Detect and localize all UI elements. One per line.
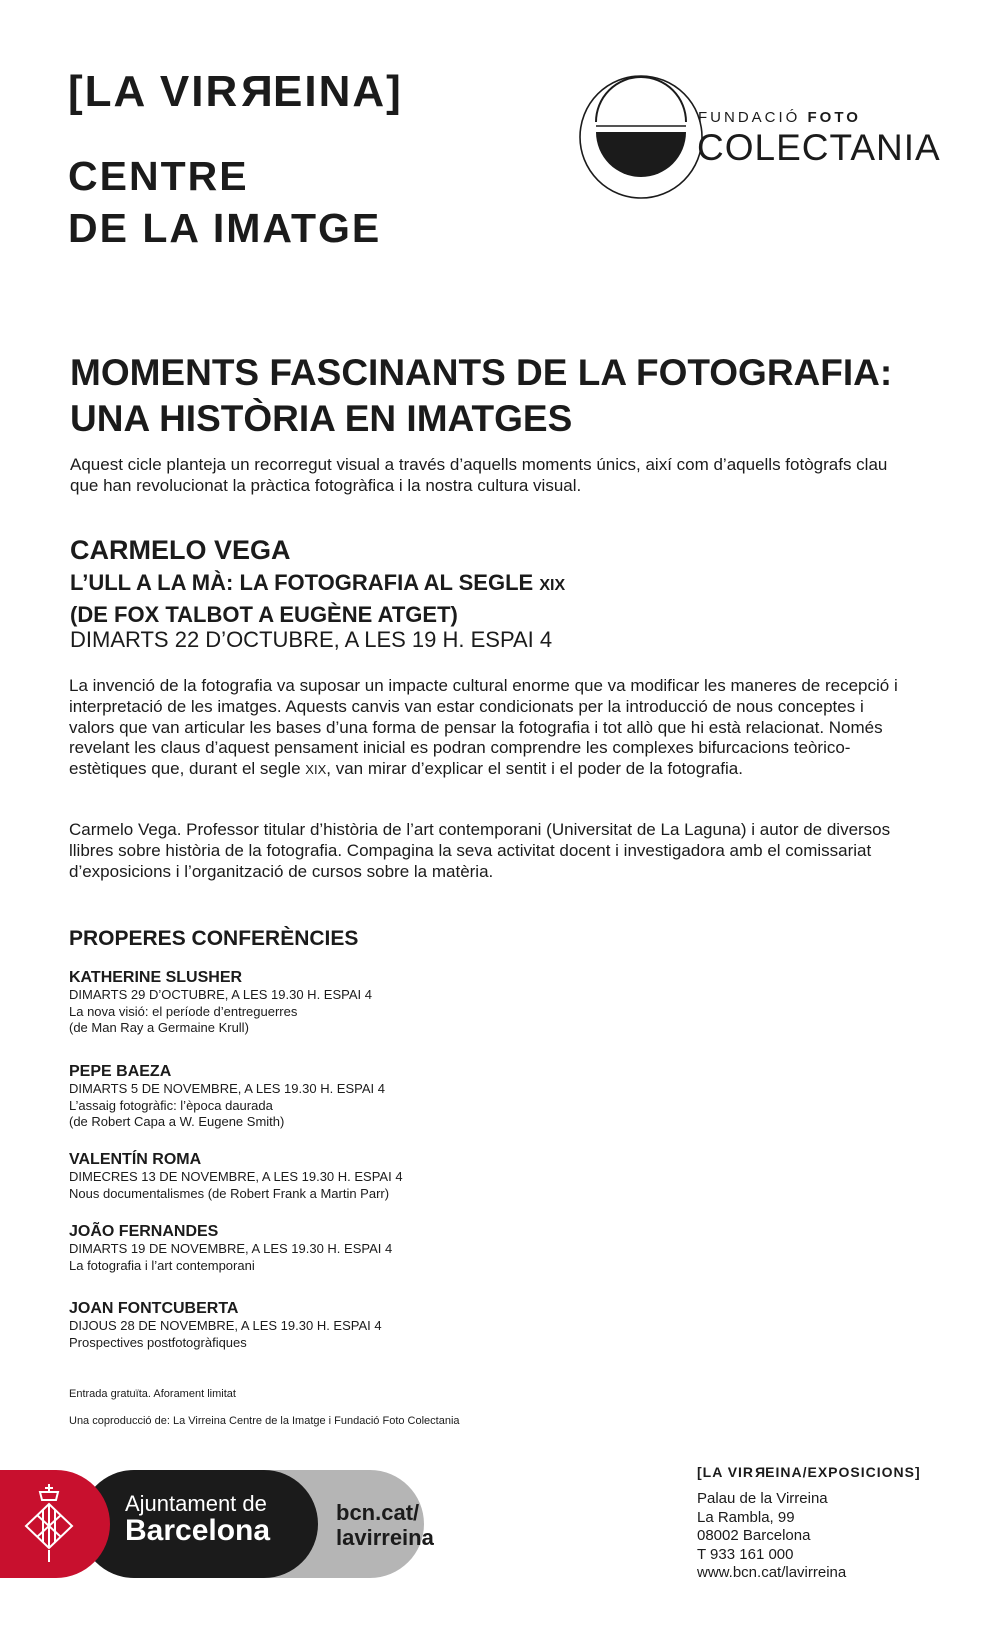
event-title: L’assaig fotogràfic: l’època daurada (69, 1097, 273, 1113)
event-date: DIMARTS 29 D’OCTUBRE, A LES 19.30 H. ESPAI 4 (69, 987, 372, 1002)
list-item (69, 1223, 669, 1274)
event-date: DIJOUS 28 DE NOVEMBRE, A LES 19.30 H. ESPAI 4 (69, 1318, 382, 1333)
featured-speaker: CARMELO VEGA (70, 535, 291, 565)
featured-description: La invenció de la fotografia va suposar un impacte cultural enorme que va modificar les maneres de recepció i interpretació de les imatges. Aquests canvis van estar condicionats per la introducció de nous conceptes i valors que van articular les bases d’una forma de pensar la fotografia i tot allò que hi està relacionat. Només revelant les claus d’aquest pensament inicial es podran comprendre les complexes bifurcacions teòrico-estètiques que, durant el segle XIX, van mirar d’explicar el sentit i el poder de la fotografia. (69, 676, 898, 779)
event-speaker: KATHERINE SLUSHER (69, 969, 243, 986)
speaker-bio: Carmelo Vega. Professor titular d’història de l’art contemporani (Universitat de La Laguna) i autor de diversos llibres sobre història de la fotografia. Compagina la seva activitat docent i investigadora amb el comissariat d’exposicions i l’organització de cursos sobre la matèria. (69, 820, 891, 881)
coproduction-note: Una coproducció de: La Virreina Centre de la Imatge i Fundació Foto Colectania (69, 1415, 460, 1427)
event-date: DIMARTS 19 DE NOVEMBRE, A LES 19.30 H. ESPAI 4 (69, 1241, 393, 1256)
event-subtitle: (de Robert Capa a W. Eugene Smith) (69, 1114, 285, 1129)
event-title: La nova visió: el període d’entreguerres (69, 1003, 298, 1019)
featured-talk-title: L’ULL A LA MÀ: LA FOTOGRAFIA AL SEGLE XIX (DE FOX TALBOT A EUGÈNE ATGET) (70, 570, 566, 627)
cycle-intro: Aquest cicle planteja un recorregut visual a través d’aquells moments únics, així com d’aquells fotògrafs clau que han revolucionat la pràctica fotogràfica i la nostra cultura visual. (70, 455, 888, 495)
list-item (69, 1300, 669, 1351)
event-speaker: PEPE BAEZA (69, 1063, 172, 1080)
event-date: DIMARTS 5 DE NOVEMBRE, A LES 19.30 H. ESPAI 4 (69, 1081, 385, 1096)
list-item (69, 1063, 669, 1131)
event-title: La fotografia i l’art contemporani (69, 1257, 255, 1273)
event-date: DIMECRES 13 DE NOVEMBRE, A LES 19.30 H. ESPAI 4 (69, 1169, 403, 1184)
event-title: Prospectives postfotogràfiques (69, 1334, 247, 1350)
colectania-subtitle: FUNDACIÓ FOTO (698, 109, 861, 126)
list-item (69, 969, 669, 1037)
event-subtitle: (de Man Ray a Germaine Krull) (69, 1020, 249, 1035)
colectania-wordmark: COLECTANIA (697, 127, 941, 168)
event-speaker: VALENTÍN ROMA (69, 1151, 202, 1168)
event-speaker: JOAN FONTCUBERTA (69, 1300, 239, 1317)
event-speaker: JOÃO FERNANDES (69, 1223, 219, 1240)
featured-talk-date: DIMARTS 22 D’OCTUBRE, A LES 19 H. ESPAI 4 (70, 627, 553, 652)
virreina-logo: [LA VIRREINA] (68, 67, 403, 116)
upcoming-heading: PROPERES CONFERÈNCIES (69, 927, 359, 950)
entry-note: Entrada gratuïta. Aforament limitat (69, 1388, 236, 1400)
bcn-url[interactable]: bcn.cat/ lavirreina (336, 1500, 434, 1550)
address-heading: [LA VIRREINA/EXPOSICIONS] (697, 1464, 921, 1480)
centre-de-la-imatge: CENTRE DE LA IMATGE (68, 153, 382, 251)
colectania-emblem-icon (578, 74, 704, 200)
cycle-title: MOMENTS FASCINANTS DE LA FOTOGRAFIA: UNA HISTÒRIA EN IMATGES (70, 352, 893, 439)
ajuntament-wordmark: Ajuntament de Barcelona (125, 1491, 271, 1548)
reversed-r-letter: R (754, 1464, 766, 1480)
list-item (69, 1151, 669, 1202)
event-title: Nous documentalismes (de Robert Frank a Martin Parr) (69, 1185, 390, 1201)
reversed-r-letter: R (239, 67, 274, 116)
address-block: Palau de la Virreina La Rambla, 99 08002 Barcelona T 933 161 000 www.bcn.cat/lavirreina (697, 1490, 847, 1581)
website-link[interactable]: www.bcn.cat/lavirreina (697, 1564, 847, 1581)
